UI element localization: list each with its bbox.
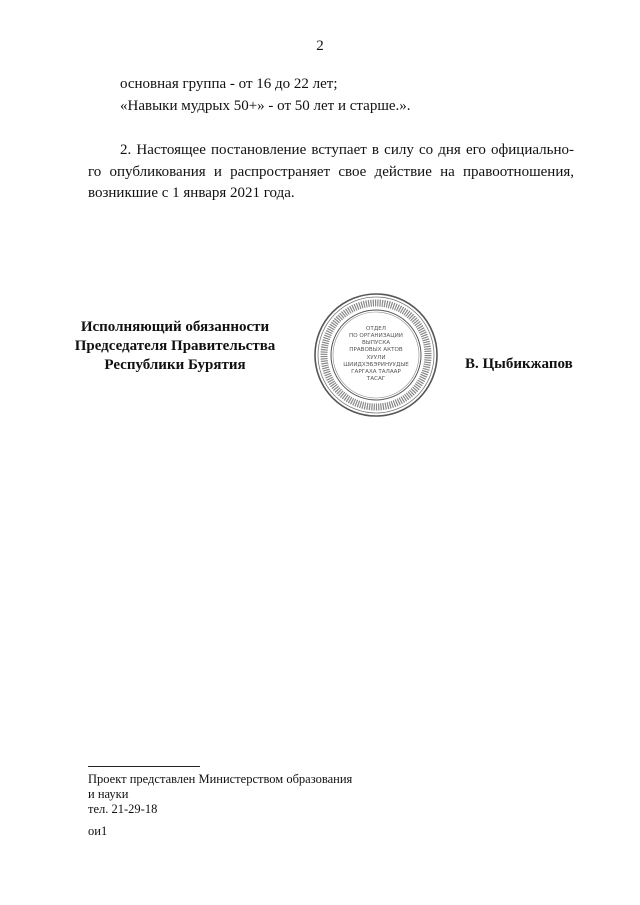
signatory-title-line: Республики Бурятия bbox=[104, 357, 246, 373]
signatory-title-line: Председателя Правительства bbox=[74, 338, 276, 354]
footnote bbox=[88, 772, 468, 817]
body-paragraph: 2. Настоящее постановление вступает в силу со дня его официально-го опубликования и распространяет свое действие на правоотношения, возникшие с 1 января 2021 года. bbox=[88, 142, 574, 201]
seal-line: ХУУЛИ bbox=[366, 355, 386, 361]
footnote-line: и науки bbox=[88, 787, 129, 801]
document-code: ои1 bbox=[88, 824, 108, 838]
seal-line: ПРАВОВЫХ АКТОВ bbox=[349, 347, 403, 353]
footnote-line: Проект представлен Министерством образования bbox=[88, 772, 353, 786]
footnote-line: тел. 21-29-18 bbox=[88, 802, 158, 816]
seal-line: ВЫПУСКА bbox=[361, 340, 391, 346]
list-item: «Навыки мудрых 50+» - от 50 лет и старше.». bbox=[120, 98, 411, 114]
signatory-title bbox=[70, 318, 280, 375]
list-item: основная группа - от 16 до 22 лет; bbox=[120, 76, 338, 92]
seal-line: ТАСАГ bbox=[366, 376, 386, 382]
page-number: 2 bbox=[316, 38, 324, 54]
seal-line: ГАРГАХА ТАЛААР bbox=[351, 369, 401, 375]
signatory-title-line: Исполняющий обязанности bbox=[80, 319, 270, 335]
official-seal bbox=[313, 292, 439, 418]
seal-line: ОТДЕЛ bbox=[366, 326, 386, 332]
signatory-name: В. Цыбикжапов bbox=[465, 356, 573, 372]
seal-line: ПО ОРГАНИЗАЦИИ bbox=[349, 333, 403, 339]
footnote-divider bbox=[88, 766, 200, 767]
seal-line: ШИИДХЭБЭРИНУУДЫЕ bbox=[343, 362, 409, 368]
